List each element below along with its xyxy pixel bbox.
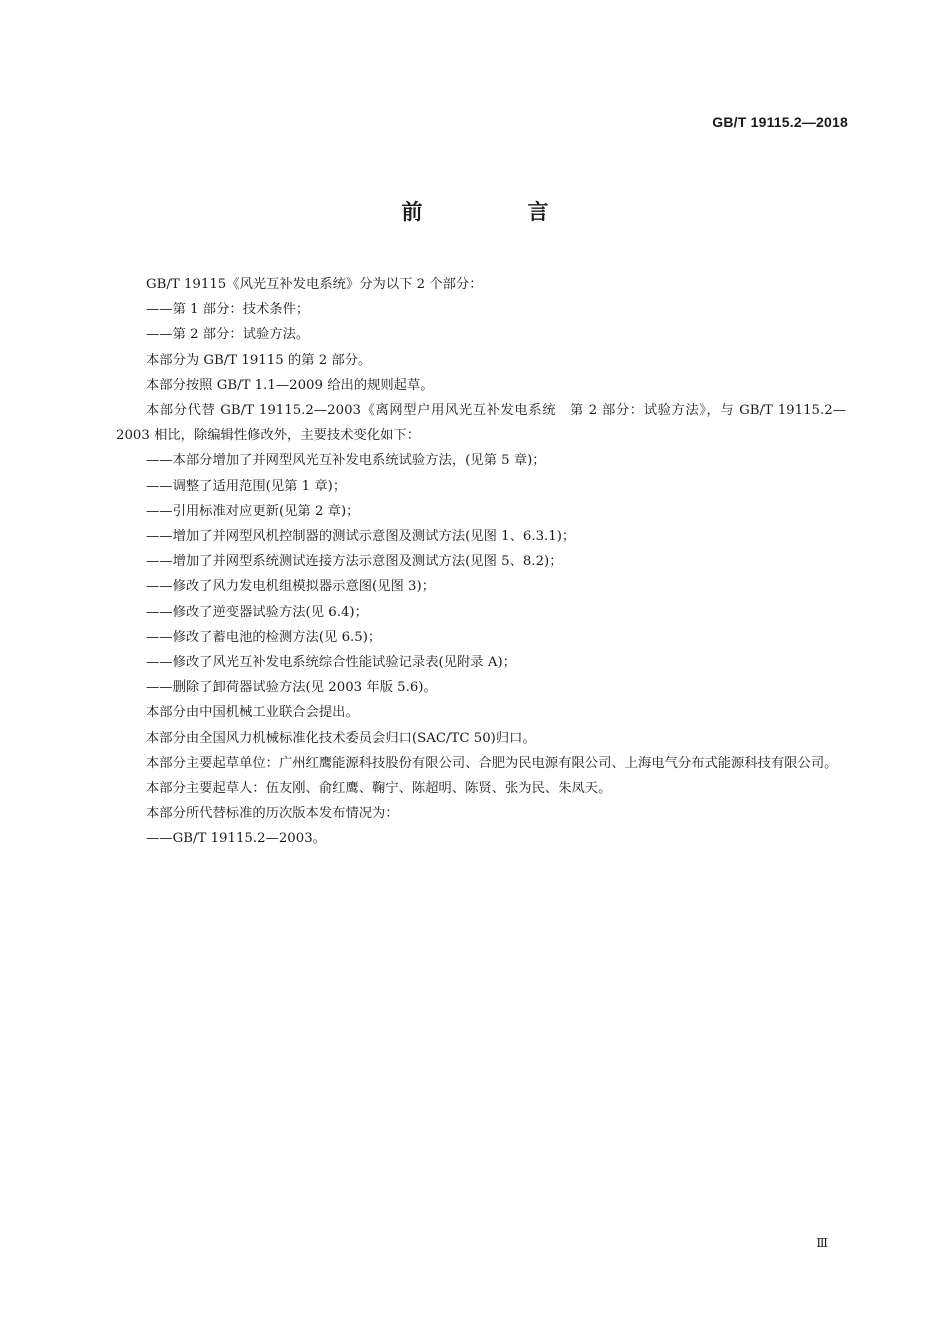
list-item-change-1: ——本部分增加了并网型风光互补发电系统试验方法，(见第 5 章)；: [146, 453, 546, 469]
paragraph-drafting-rules: 本部分按照 GB/T 1.1—2009 给出的规则起草。: [146, 377, 434, 393]
list-item-change-5: ——增加了并网型系统测试连接方法示意图及测试方法(见图 5、8.2)；: [146, 554, 563, 570]
list-item-change-4: ——增加了并网型风机控制器的测试示意图及测试方法(见图 1、6.3.1)；: [146, 529, 576, 545]
paragraph-history-intro: 本部分所代替标准的历次版本发布情况为：: [146, 806, 399, 822]
list-item-change-8: ——修改了蓄电池的检测方法(见 6.5)；: [146, 629, 382, 645]
list-item-change-2: ——调整了适用范围(见第 1 章)；: [146, 478, 347, 494]
list-item-change-9: ——修改了风光互补发电系统综合性能试验记录表(见附录 A)；: [146, 655, 516, 671]
list-item-part-1: ——第 1 部分：技术条件；: [146, 302, 310, 318]
paragraph-under-jurisdiction: 本部分由全国风力机械标准化技术委员会归口(SAC/TC 50)归口。: [146, 730, 536, 746]
page-number: Ⅲ: [816, 1236, 828, 1250]
paragraph-replaces: 本部分代替 GB/T 19115.2—2003《离网型户用风光互补发电系统 第 2 部分：试验方法》，与 GB/T 19115.2—2003 相比，除编辑性修改外，主要技术变化如下：: [116, 403, 846, 444]
paragraph-drafters: 本部分主要起草人：伍友刚、俞红鹰、鞠宁、陈超明、陈贤、张为民、朱凤天。: [146, 781, 612, 797]
standard-code: GB/T 19115.2—2018: [712, 114, 848, 130]
list-item-change-6: ——修改了风力发电机组模拟器示意图(见图 3)；: [146, 579, 435, 595]
list-item-change-7: ——修改了逆变器试验方法(见 6.4)；: [146, 604, 368, 620]
paragraph-parts-intro: GB/T 19115《风光互补发电系统》分为以下 2 个部分：: [146, 277, 483, 292]
list-item-part-2: ——第 2 部分：试验方法。: [146, 327, 310, 343]
list-item-change-3: ——引用标准对应更新(见第 2 章)；: [146, 503, 360, 519]
list-item-change-10: ——删除了卸荷器试验方法(见 2003 年版 5.6)。: [146, 680, 437, 696]
foreword-body: [116, 272, 846, 852]
list-item-history-1: ——GB/T 19115.2—2003。: [146, 831, 326, 847]
page-title: 前 言: [401, 200, 591, 224]
paragraph-drafting-units: 本部分主要起草单位：广州红鹰能源科技股份有限公司、合肥为民电源有限公司、上海电气分布式能源科技有限公司。: [146, 755, 838, 771]
paragraph-proposed-by: 本部分由中国机械工业联合会提出。: [146, 705, 359, 721]
paragraph-this-part: 本部分为 GB/T 19115 的第 2 部分。: [146, 352, 372, 368]
